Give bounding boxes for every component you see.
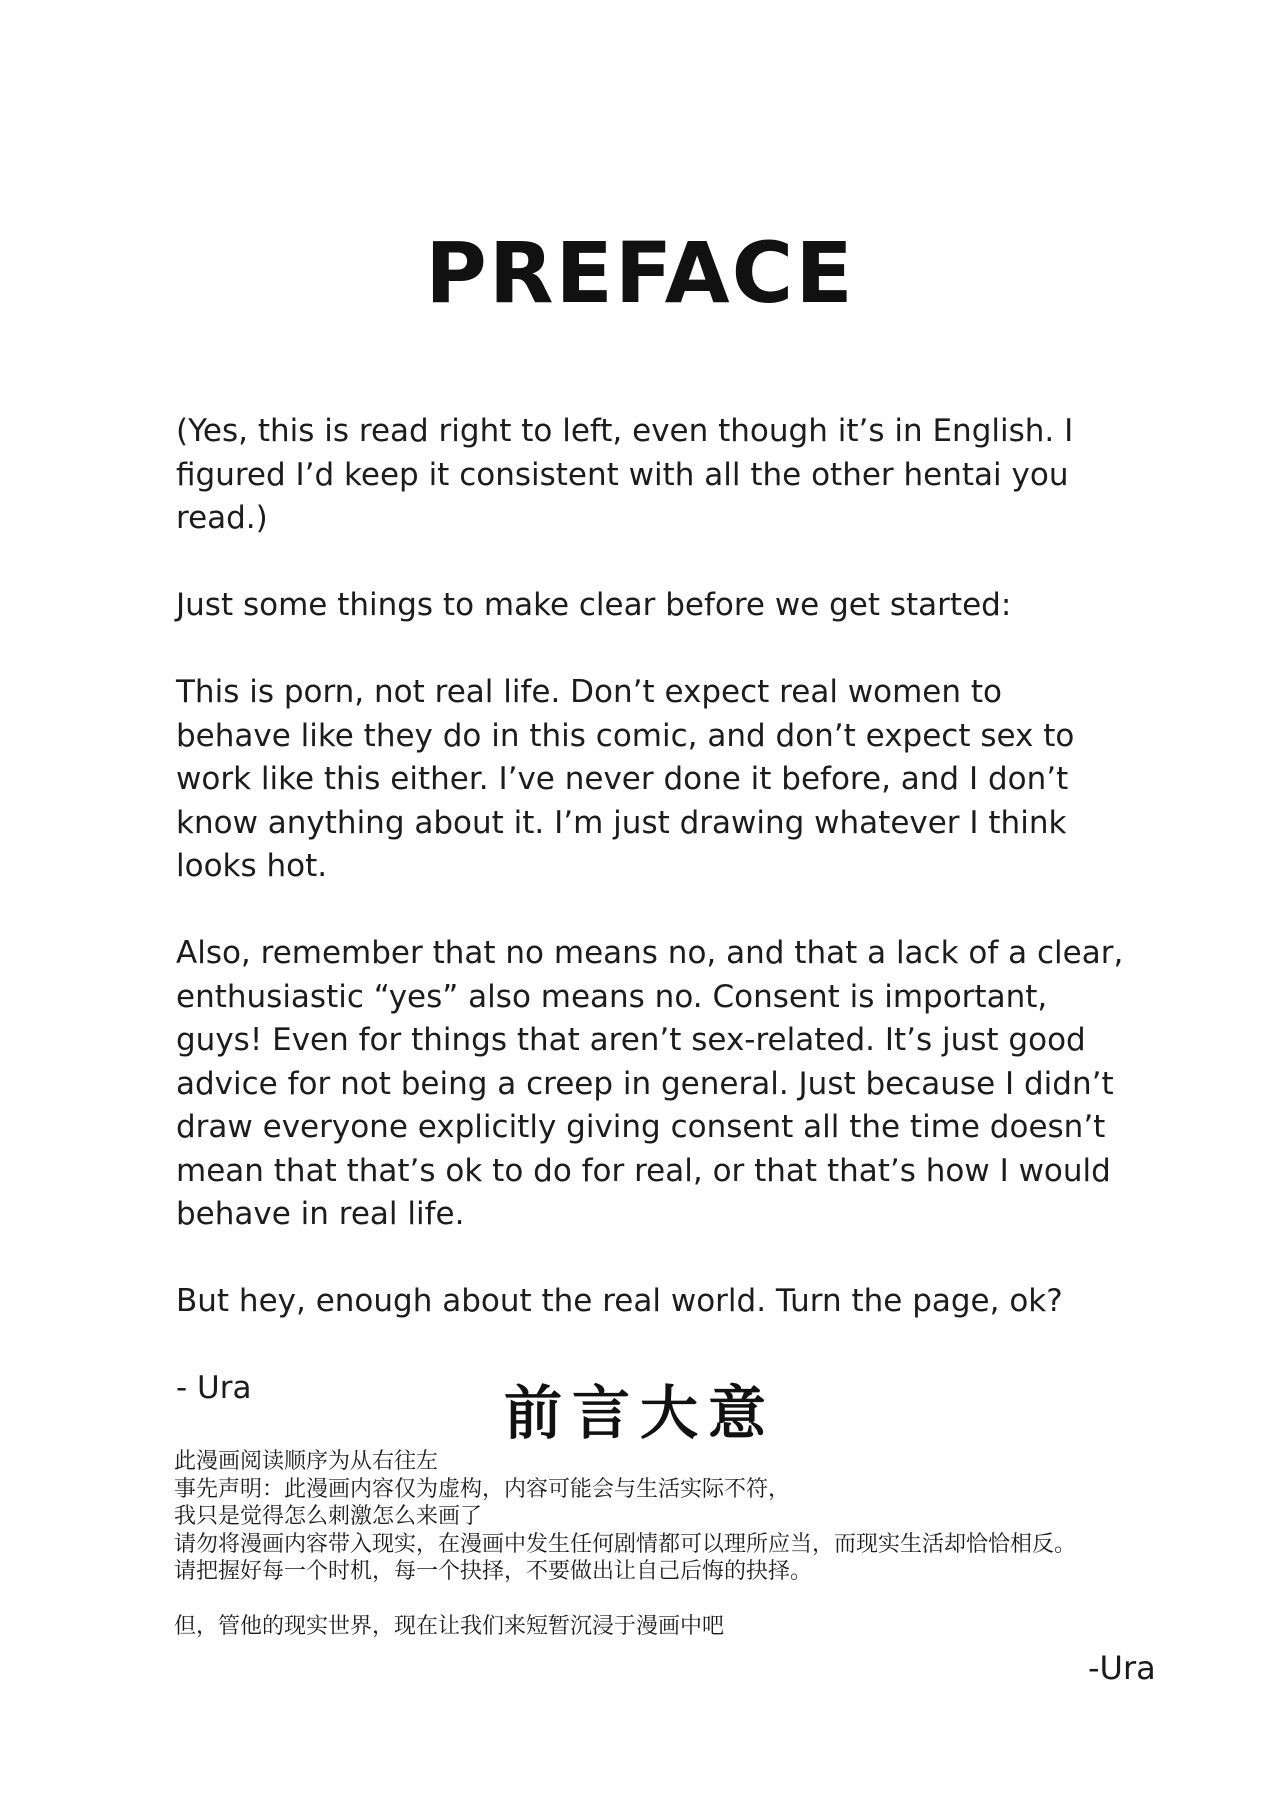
- english-signature: - Ura: [176, 1370, 252, 1406]
- page-title: PREFACE: [425, 224, 855, 322]
- paragraph-intro: Just some things to make clear before we get started:: [176, 587, 1012, 623]
- chinese-line: 事先声明：此漫画内容仅为虚构，内容可能会与生活实际不符，: [174, 1476, 791, 1502]
- chinese-paragraph-gap: [174, 1586, 1194, 1614]
- chinese-line: 但，管他的现实世界，现在让我们来短暂沉浸于漫画中吧: [174, 1614, 725, 1639]
- chinese-preface-body: [174, 1448, 1194, 1641]
- english-preface-body: [176, 410, 1126, 1411]
- chinese-line: 请勿将漫画内容带入现实，在漫画中发生任何剧情都可以理所应当，而现实生活却恰恰相反。: [174, 1531, 1077, 1557]
- paragraph-reading-direction: (Yes, this is read right to left, even though it’s in English. I figured I’d keep it consistent with all the other hentai you read.): [176, 413, 1074, 536]
- paragraph-consent: Also, remember that no means no, and that a lack of a clear, enthusiastic “yes” also means no. Consent is important, guys! Even for things that aren’t sex-related. It’s just good advice for not being a creep in general. Just because I didn’t draw everyone explicitly giving consent all the time doesn’t mean that that’s ok to do for real, or that that’s how I would behave in real life.: [176, 935, 1124, 1232]
- chinese-line: 我只是觉得怎么刺激怎么来画了: [174, 1504, 483, 1529]
- paragraph-disclaimer: This is porn, not real life. Don’t expect real women to behave like they do in this comic, and don’t expect sex to work like this either. I’ve never done it before, and I don’t know anything about it. I’m just drawing whatever I think looks hot.: [176, 674, 1075, 884]
- paragraph-closing: But hey, enough about the real world. Turn the page, ok?: [176, 1283, 1063, 1319]
- chinese-line: 请把握好每一个时机，每一个抉择，不要做出让自己后悔的抉择。: [174, 1559, 813, 1584]
- chinese-title: 前言大意: [503, 1379, 776, 1447]
- chinese-line: 此漫画阅读顺序为从右往左: [174, 1449, 439, 1474]
- chinese-signature: -Ura: [1088, 1649, 1156, 1687]
